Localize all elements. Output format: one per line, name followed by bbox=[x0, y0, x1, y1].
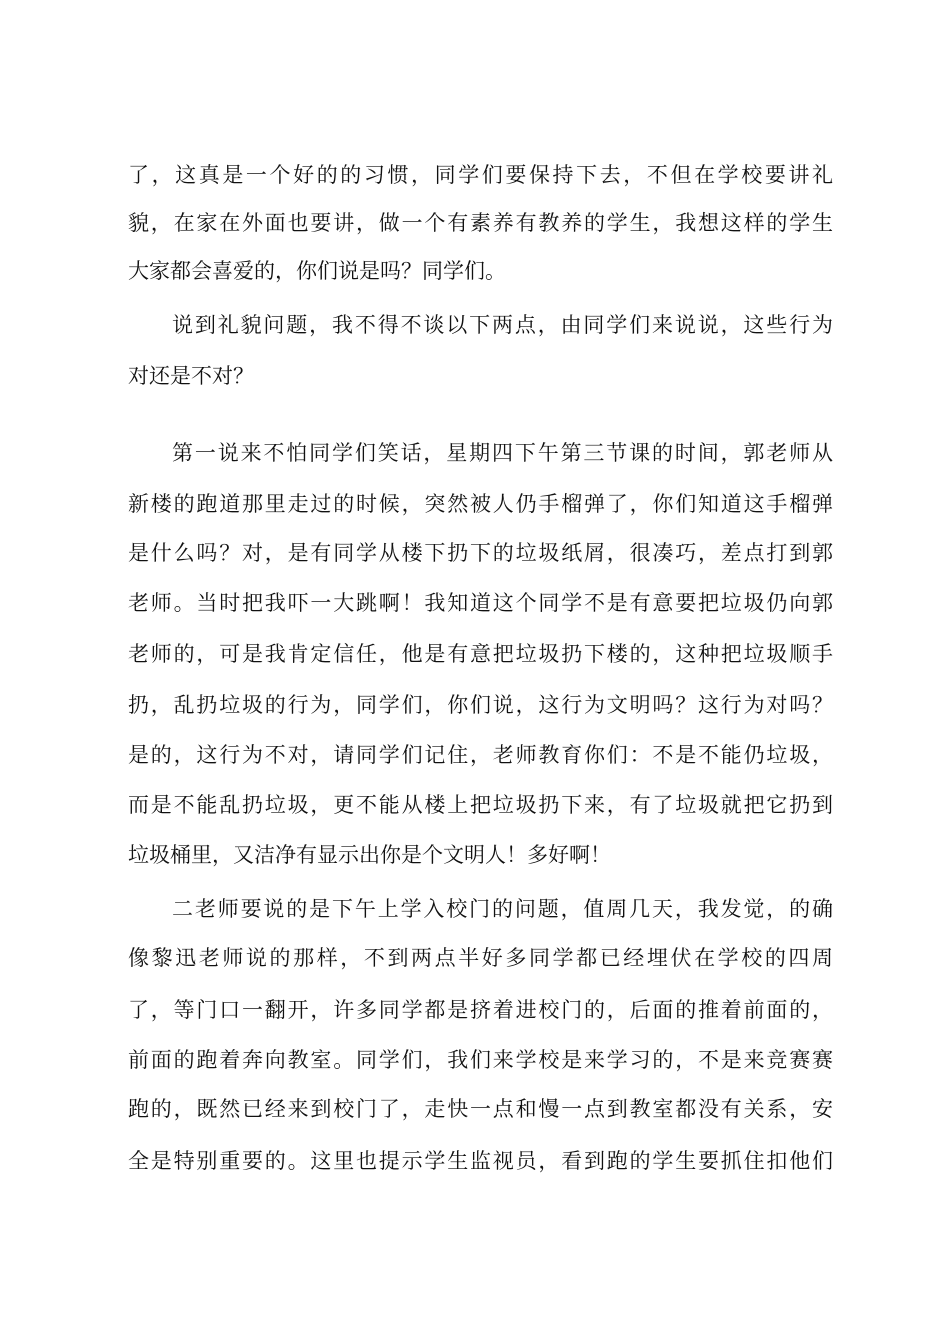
text-line: 是什么吗？对，是有同学从楼下扔下的垃圾纸屑，很凑巧，差点打到郭 bbox=[128, 541, 833, 565]
paragraph-start-line: 第一说来不怕同学们笑话，星期四下午第三节课的时间，郭老师从 bbox=[172, 441, 833, 465]
text-line: 新楼的跑道那里走过的时候，突然被人仍手榴弹了，你们知道这手榴弹 bbox=[128, 492, 833, 516]
text-line: 了，等门口一翻开，许多同学都是挤着进校门的，后面的推着前面的， bbox=[128, 998, 833, 1022]
text-line: 而是不能乱扔垃圾，更不能从楼上把垃圾扔下来，有了垃圾就把它扔到 bbox=[128, 793, 833, 817]
text-line: 全是特别重要的。这里也提示学生监视员，看到跑的学生要抓住扣他们 bbox=[128, 1149, 833, 1173]
text-line: 像黎迅老师说的那样，不到两点半好多同学都已经埋伏在学校的四周 bbox=[128, 946, 833, 970]
text-line: 垃圾桶里，又洁净有显示出你是个文明人！多好啊！ bbox=[128, 843, 611, 867]
text-line: 前面的跑着奔向教室。同学们，我们来学校是来学习的，不是来竞赛赛 bbox=[128, 1048, 833, 1072]
text-line: 是的，这行为不对，请同学们记住，老师教育你们：不是不能仍垃圾， bbox=[128, 743, 833, 767]
paragraph-start-line: 说到礼貌问题，我不得不谈以下两点，由同学们来说说，这些行为 bbox=[172, 313, 833, 337]
text-line: 老师。当时把我吓一大跳啊！我知道这个同学不是有意要把垃圾仍向郭 bbox=[128, 591, 833, 615]
text-line: 大家都会喜爱的，你们说是吗？同学们。 bbox=[128, 259, 506, 283]
text-line: 貌，在家在外面也要讲，做一个有素养有教养的学生，我想这样的学生 bbox=[128, 211, 833, 235]
text-line: 老师的，可是我肯定信任，他是有意把垃圾扔下楼的，这种把垃圾顺手 bbox=[128, 642, 833, 666]
text-line: 对还是不对？ bbox=[128, 364, 254, 388]
paragraph-start-line: 二老师要说的是下午上学入校门的问题，值周几天，我发觉，的确 bbox=[172, 897, 833, 921]
text-line: 扔，乱扔垃圾的行为，同学们，你们说，这行为文明吗？这行为对吗？ bbox=[128, 693, 833, 717]
text-line: 了，这真是一个好的的习惯，同学们要保持下去，不但在学校要讲礼 bbox=[128, 163, 833, 187]
text-line: 跑的，既然已经来到校门了，走快一点和慢一点到教室都没有关系，安 bbox=[128, 1097, 833, 1121]
